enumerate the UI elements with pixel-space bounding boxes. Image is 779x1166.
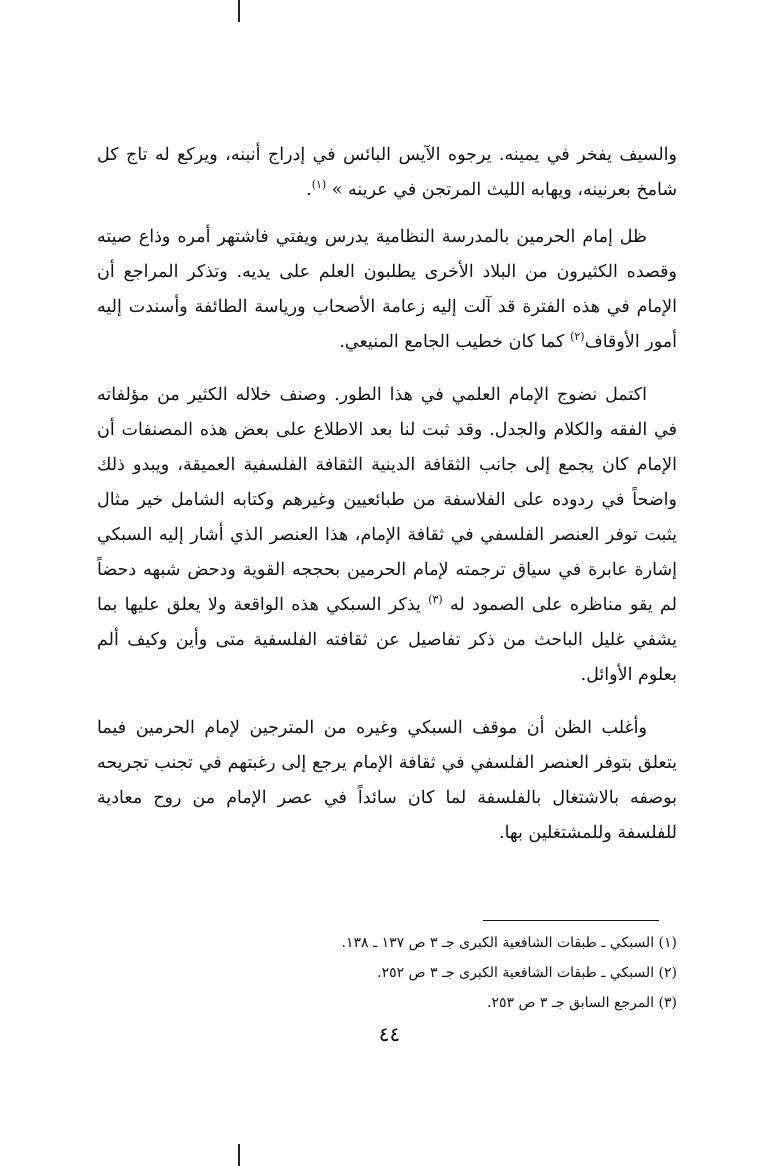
footnote-2: (٢) السبكي ـ طبقات الشافعية الكبرى جـ ٣ ص ٢٥٢. (377, 965, 677, 981)
footnote-ref-3[interactable]: (٣) (428, 593, 443, 607)
crop-mark-top (238, 0, 240, 22)
paragraph-3-tail: يذكر السبكي هذه الواقعة ولا يعلق عليها بما يشفي غليل الباحث من ذكر تفاصيل عن ثقافته الفلسفية متى وأين وكيف ألم بعلوم الأوائل. (97, 595, 677, 685)
paragraph-1 (97, 138, 677, 208)
footnote-1: (١) السبكي ـ طبقات الشافعية الكبرى جـ ٣ ص ١٣٧ ـ ١٣٨. (341, 935, 677, 951)
paragraph-1-tail: . (306, 180, 312, 200)
footnotes (97, 928, 677, 1018)
paragraph-2 (97, 220, 677, 360)
paragraph-2-tail: كما كان خطيب الجامع المنيعي. (339, 332, 571, 352)
paragraph-4 (97, 711, 677, 851)
footnote-3: (٣) المرجع السابق جـ ٣ ص ٢٥٣. (487, 995, 677, 1011)
page-number: ٤٤ (378, 1022, 401, 1046)
main-text (97, 138, 677, 851)
footnote-separator (483, 920, 659, 921)
paragraph-3 (97, 378, 677, 693)
paragraph-4-text: وأغلب الظن أن موقف السبكي وغيره من المترجين لإمام الحرمين فيما يتعلق بتوفر العنصر الفلسفي في ثقافة الإمام يرجع إلى رغبتهم في تجنب تجريحه بوصفه بالاشتغال بالفلسفة لما كان سائداً في عصر الإمام من روح معادية للفلسفة وللمشتغلين بها. (97, 718, 677, 843)
paragraph-3-text: اكتمل نضوج الإمام العلمي في هذا الطور. وصنف خلاله الكثير من مؤلفاته في الفقه والكلام والجدل. وقد ثبت لنا بعد الاطلاع على بعض هذه المصنفات أن الإمام كان يجمع إلى جانب الثقافة الدينية الثقافة الفلسفية العميقة، ويبدو ذلك واضحاً في ردوده على الفلاسفة من طبائعيين وغيرهم وكتابه الشامل خير مثال يثبت توفر العنصر الفلسفي في ثقافة الإمام، هذا العنصر الذي أشار إليه السبكي إشارة عابرة في سياق ترجمته لإمام الحرمين بحججه القوية ودحض شبهه دحضاً لم يقو مناظره على الصمود له (97, 385, 677, 615)
footnote-ref-1[interactable]: (١) (311, 178, 327, 192)
crop-mark-bottom (238, 1144, 240, 1166)
paragraph-2-text: ظل إمام الحرمين بالمدرسة النظامية يدرس ويفتي فاشتهر أمره وذاع صيته وقصده الكثيرون من البلاد الأخرى يطلبون العلم على يديه. وتذكر المراجع أن الإمام في هذه الفترة قد آلت إليه زعامة الأصحاب ورياسة الطائفة وأسندت إليه أمور الأوقاف (97, 227, 677, 352)
footnote-ref-2[interactable]: (٢) (570, 330, 585, 344)
paragraph-1-text: والسيف يفخر في يمينه. يرجوه الآيس البائس في إدراج أنبنه، ويركع له تاج كل شامخ بعرنينه، ويهابه الليث المرتجن في عرينه » (97, 145, 677, 200)
